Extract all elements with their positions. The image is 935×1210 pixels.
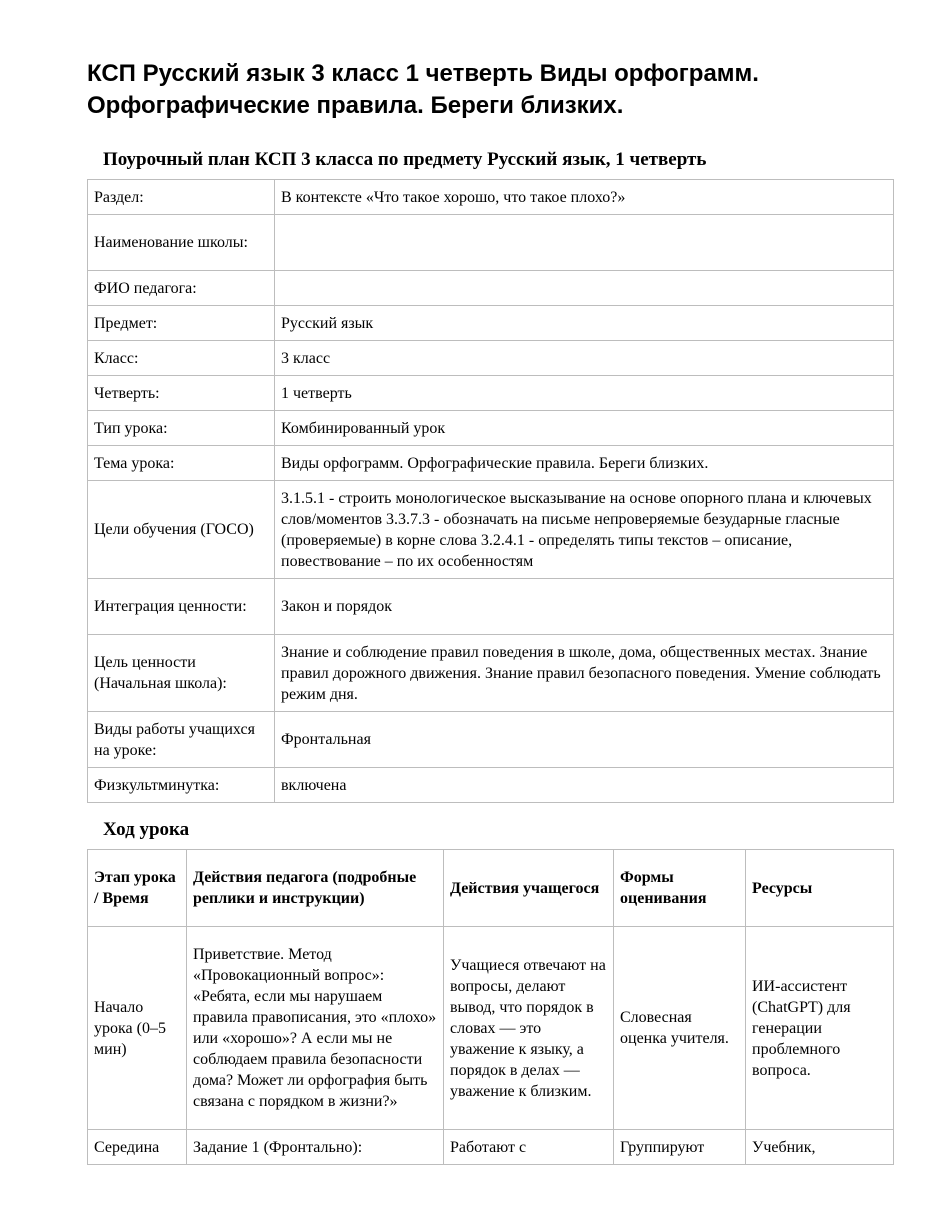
stage-cell: Середина <box>88 1130 187 1165</box>
row-label: Раздел: <box>88 180 275 215</box>
row-label: Четверть: <box>88 376 275 411</box>
student-actions-cell: Учащиеся отвечают на вопросы, делают вывод, что порядок в словах — это уважение к языку, а порядок в делах — уважение к близким. <box>444 927 614 1130</box>
table-row <box>88 376 894 411</box>
row-label: Наименование школы: <box>88 215 275 271</box>
lesson-flow-table <box>87 849 894 1165</box>
row-value: 1 четверть <box>275 376 894 411</box>
row-value: Русский язык <box>275 306 894 341</box>
lesson-flow-heading: Ход урока <box>103 819 190 840</box>
column-header-assessment: Формы оценивания <box>614 850 746 927</box>
resources-cell: ИИ-ассистент (ChatGPT) для генерации проблемного вопроса. <box>746 927 894 1130</box>
assessment-cell: Группируют <box>614 1130 746 1165</box>
row-value: Знание и соблюдение правил поведения в школе, дома, общественных местах. Знание правил дорожного движения. Знание правил безопасного поведения. Умение соблюдать режим дня. <box>275 635 894 712</box>
table-row <box>88 180 894 215</box>
column-header-resources: Ресурсы <box>746 850 894 927</box>
column-header-stage: Этап урока / Время <box>88 850 187 927</box>
table-row <box>88 215 894 271</box>
row-value <box>275 271 894 306</box>
row-label: Тема урока: <box>88 446 275 481</box>
table-row <box>88 446 894 481</box>
table-row <box>88 712 894 768</box>
row-value: включена <box>275 768 894 803</box>
row-label: Цель ценности (Начальная школа): <box>88 635 275 712</box>
table-row <box>88 271 894 306</box>
row-label: Предмет: <box>88 306 275 341</box>
table-row <box>88 768 894 803</box>
row-value: В контексте «Что такое хорошо, что такое плохо?» <box>275 180 894 215</box>
row-label: Класс: <box>88 341 275 376</box>
column-header-student-actions: Действия учащегося <box>444 850 614 927</box>
row-value: Закон и порядок <box>275 579 894 635</box>
row-label: ФИО педагога: <box>88 271 275 306</box>
assessment-cell: Словесная оценка учителя. <box>614 927 746 1130</box>
document-title: КСП Русский язык 3 класс 1 четверть Виды орфограмм. Орфографические правила. Береги близких. <box>87 60 759 119</box>
table-row <box>88 1130 894 1165</box>
table-row <box>88 411 894 446</box>
table-row <box>88 481 894 579</box>
table-row <box>88 579 894 635</box>
table-header-row <box>88 850 894 927</box>
row-value <box>275 215 894 271</box>
teacher-actions-cell: Приветствие. Метод «Провокационный вопрос»: «Ребята, если мы нарушаем правила правописания, это «плохо» или «хорошо»? А если мы не соблюдаем правила безопасности дома? Может ли орфография быть связана с порядком в жизни?» <box>187 927 444 1130</box>
student-actions-cell: Работают с <box>444 1130 614 1165</box>
teacher-actions-cell: Задание 1 (Фронтально): <box>187 1130 444 1165</box>
lesson-info-table <box>87 179 894 803</box>
row-label: Физкультминутка: <box>88 768 275 803</box>
resources-cell: Учебник, <box>746 1130 894 1165</box>
stage-cell: Начало урока (0–5 мин) <box>88 927 187 1130</box>
table-row <box>88 927 894 1130</box>
row-value: Фронтальная <box>275 712 894 768</box>
row-label: Виды работы учащихся на уроке: <box>88 712 275 768</box>
row-label: Интеграция ценности: <box>88 579 275 635</box>
row-value: 3.1.5.1 - строить монологическое высказывание на основе опорного плана и ключевых слов/моментов 3.3.7.3 - обозначать на письме непроверяемые безударные гласные (проверяемые) в корне слова 3.2.4.1 - определять типы текстов – описание, повествование – по их особенностям <box>275 481 894 579</box>
lesson-plan-heading: Поурочный план КСП 3 класса по предмету Русский язык, 1 четверть <box>103 149 707 170</box>
row-label: Тип урока: <box>88 411 275 446</box>
column-header-teacher-actions: Действия педагога (подробные реплики и инструкции) <box>187 850 444 927</box>
table-row <box>88 341 894 376</box>
table-row <box>88 306 894 341</box>
row-label: Цели обучения (ГОСО) <box>88 481 275 579</box>
row-value: Виды орфограмм. Орфографические правила. Береги близких. <box>275 446 894 481</box>
row-value: Комбинированный урок <box>275 411 894 446</box>
table-row <box>88 635 894 712</box>
row-value: 3 класс <box>275 341 894 376</box>
